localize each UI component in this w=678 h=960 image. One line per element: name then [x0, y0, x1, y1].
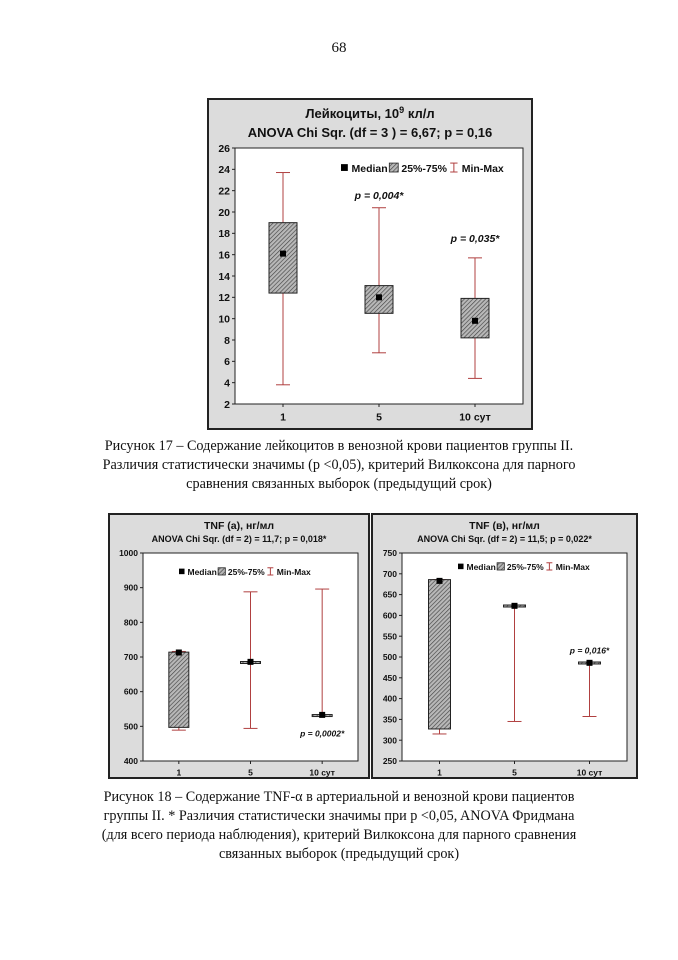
- x-tick-label: 10 сут: [309, 767, 335, 777]
- legend-range-label: Min-Max: [276, 567, 311, 577]
- leukocytes-chart-svg: [209, 100, 531, 428]
- y-tick-label: 250: [382, 756, 397, 767]
- legend-median-icon: [458, 564, 464, 570]
- y-tick-label: 800: [123, 617, 138, 628]
- legend-iqr-label: 25%-75%: [227, 567, 265, 577]
- legend-median-label: Median: [466, 562, 496, 572]
- x-tick-label: 10 сут: [459, 411, 491, 424]
- figure-18-caption-line-2: группы II. * Различия статистически значимы при p <0,05, ANOVA Фридмана: [103, 808, 575, 824]
- median-marker: [248, 659, 254, 665]
- y-tick-label: 550: [382, 631, 397, 642]
- chart-subtitle: ANOVA Chi Sqr. (df = 2) = 11,7; p = 0,018*: [151, 534, 327, 544]
- chart-legend: [458, 562, 590, 572]
- median-marker: [176, 649, 182, 655]
- tnf-arterial-chart: [108, 513, 370, 779]
- y-tick-label: 26: [218, 142, 230, 155]
- iqr-box: [169, 652, 189, 727]
- y-tick-label: 750: [382, 548, 397, 559]
- legend-iqr-icon: [497, 563, 504, 570]
- y-tick-label: 600: [123, 686, 138, 697]
- legend-median-icon: [179, 569, 185, 575]
- y-tick-label: 700: [123, 652, 138, 663]
- y-tick-label: 400: [123, 756, 138, 767]
- y-tick-label: 8: [224, 334, 230, 347]
- chart-legend: [341, 163, 504, 175]
- y-tick-label: 12: [218, 292, 230, 305]
- y-tick-label: 4: [224, 377, 230, 390]
- y-tick-label: 300: [382, 735, 397, 746]
- x-tick-label: 1: [437, 767, 442, 777]
- iqr-box: [429, 580, 451, 729]
- figure-18-caption-line-3: (для всего периода наблюдения), критерий Вилкоксона для парного сравнения: [101, 827, 577, 843]
- legend-median-label: Median: [351, 163, 388, 175]
- x-tick-label: 10 сут: [576, 767, 603, 777]
- chart-title: TNF (а), нг/мл: [203, 520, 275, 532]
- legend-range-label: Min-Max: [555, 562, 590, 572]
- y-tick-label: 500: [123, 721, 138, 732]
- y-tick-label: 700: [382, 568, 397, 579]
- chart-subtitle: ANOVA Chi Sqr. (df = 2) = 11,5; p = 0,022*: [417, 534, 592, 544]
- x-tick-label: 1: [280, 411, 286, 424]
- median-marker: [437, 578, 443, 584]
- median-marker: [512, 603, 518, 609]
- tnf-venous-chart: [371, 513, 638, 779]
- median-marker: [587, 660, 593, 666]
- x-tick-label: 1: [176, 767, 182, 777]
- y-tick-label: 900: [123, 582, 138, 593]
- legend-median-label: Median: [187, 567, 217, 577]
- y-tick-label: 22: [218, 185, 230, 198]
- y-tick-label: 6: [224, 356, 230, 369]
- figure-17-caption-line-1: Рисунок 17 – Содержание лейкоцитов в венозной крови пациентов группы II.: [104, 438, 574, 454]
- p-value-annotation: p = 0,035*: [450, 232, 500, 245]
- x-tick-label: 5: [512, 767, 517, 777]
- y-tick-label: 400: [382, 693, 397, 704]
- leukocytes-chart: [207, 98, 533, 430]
- legend-range-label: Min-Max: [461, 163, 504, 175]
- median-marker: [319, 712, 325, 718]
- y-tick-label: 24: [218, 164, 230, 177]
- chart-title: TNF (в), нг/мл: [469, 520, 540, 532]
- legend-iqr-icon: [218, 568, 225, 575]
- chart-legend: [179, 567, 311, 577]
- legend-iqr-label: 25%-75%: [401, 163, 447, 175]
- legend-iqr-label: 25%-75%: [506, 562, 544, 572]
- y-tick-label: 500: [382, 652, 397, 663]
- y-tick-label: 2: [224, 398, 230, 411]
- iqr-box: [269, 223, 297, 293]
- y-tick-label: 350: [382, 714, 397, 725]
- figure-18-caption: [60, 788, 618, 864]
- y-tick-label: 18: [218, 228, 230, 241]
- figure-17-caption-line-2: Различия статистически значимы (p <0,05), критерий Вилкоксона для парного: [102, 457, 576, 473]
- median-marker: [376, 294, 382, 300]
- y-tick-label: 450: [382, 672, 397, 683]
- y-tick-label: 10: [218, 313, 230, 326]
- x-tick-label: 5: [248, 767, 253, 777]
- y-tick-label: 16: [218, 249, 230, 262]
- y-tick-label: 20: [218, 206, 230, 219]
- y-tick-label: 650: [382, 589, 397, 600]
- page-number: 68: [331, 40, 347, 56]
- tnf-venous-chart-svg: [373, 515, 636, 777]
- tnf-arterial-chart-svg: [110, 515, 368, 777]
- y-tick-label: 600: [382, 610, 397, 621]
- y-tick-label: 14: [218, 270, 230, 283]
- x-tick-label: 5: [376, 411, 382, 424]
- legend-median-icon: [341, 164, 348, 171]
- p-value-annotation: p = 0,004*: [354, 190, 404, 203]
- figure-17-caption-line-3: сравнения связанных выборок (предыдущий срок): [186, 476, 492, 492]
- y-tick-label: 1000: [119, 548, 138, 559]
- chart-subtitle: ANOVA Chi Sqr. (df = 3 ) = 6,67; p = 0,16: [247, 125, 493, 140]
- chart-title: Лейкоциты, $10^9$ кл/л: [305, 105, 435, 121]
- p-value-annotation: p = 0,0002*: [300, 728, 345, 739]
- median-marker: [280, 251, 286, 257]
- p-value-annotation: p = 0,016*: [569, 645, 610, 656]
- figure-18-caption-line-1: Рисунок 18 – Содержание TNF-α в артериальной и венозной крови пациентов: [103, 789, 575, 805]
- figure-18-caption-line-4: связанных выборок (предыдущий срок): [218, 846, 460, 862]
- median-marker: [472, 318, 478, 324]
- figure-17-caption: [60, 437, 618, 494]
- legend-iqr-icon: [389, 163, 398, 172]
